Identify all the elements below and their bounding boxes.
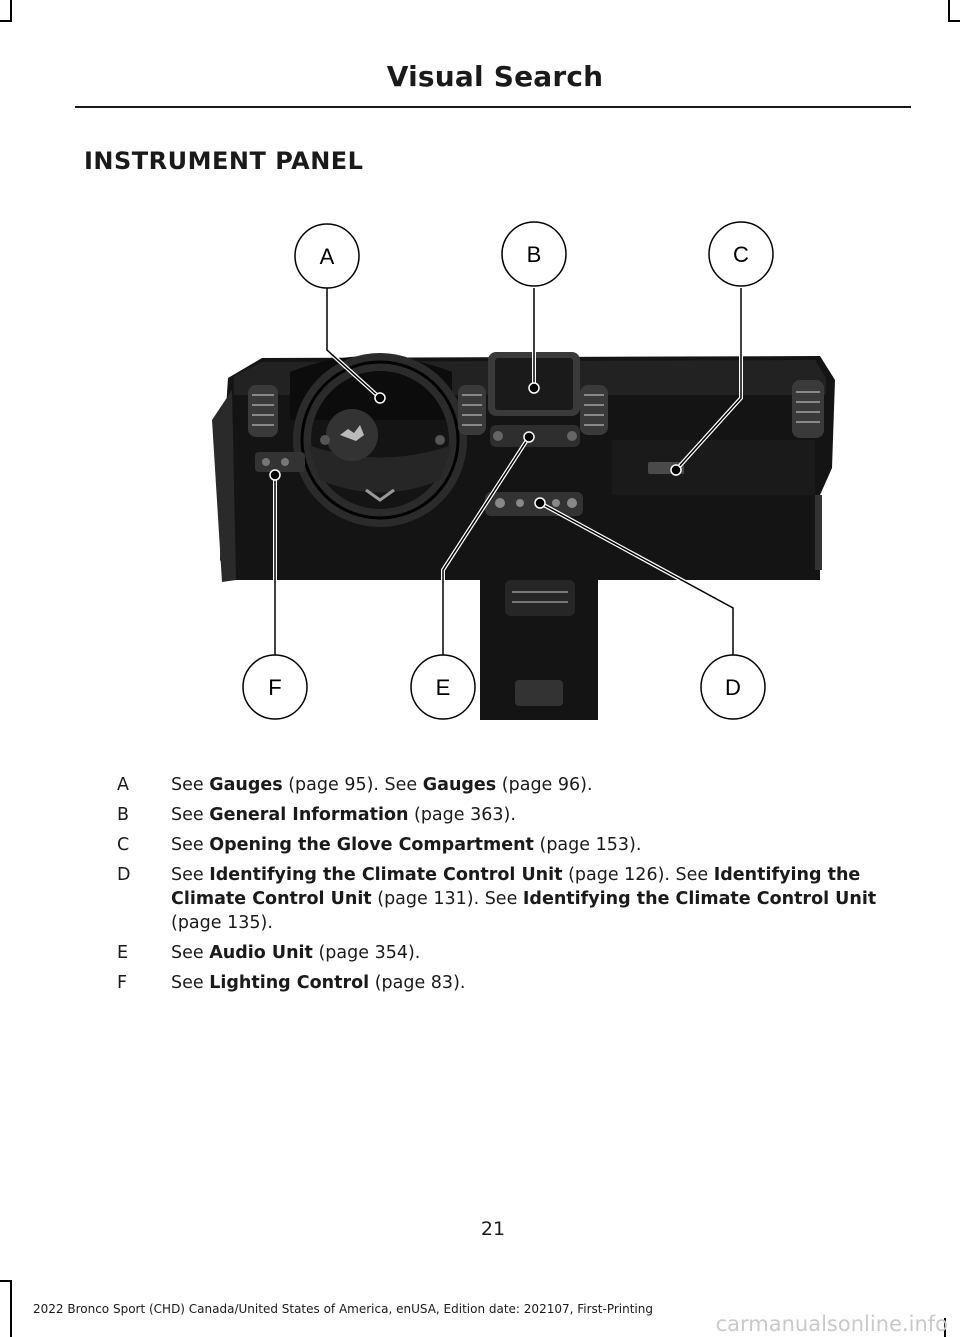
crop-mark — [10, 1280, 12, 1337]
legend-item-c — [117, 833, 917, 857]
legend-text-run: (page 363). — [408, 805, 516, 825]
legend-link-title[interactable]: Identifying the Climate Control Unit — [171, 865, 861, 909]
legend-item-e — [117, 941, 917, 965]
legend-text-run: (page 96). — [496, 775, 593, 795]
legend-text-run: See — [171, 943, 210, 963]
legend-link-title[interactable]: Opening the Glove Compartment — [209, 835, 534, 855]
legend-description — [171, 773, 917, 797]
legend-letter: C — [117, 835, 130, 855]
legend-letter: B — [117, 805, 130, 825]
legend-text-run: See — [171, 805, 210, 825]
legend-text-run: (page 95). See — [282, 775, 423, 795]
legend-text-run: (page 126). See — [562, 865, 714, 885]
crop-mark — [948, 0, 950, 20]
page-header-title: Visual Search — [386, 60, 604, 93]
legend-description — [171, 863, 917, 935]
legend-link-title[interactable]: Audio Unit — [209, 943, 313, 963]
legend-description — [171, 803, 917, 827]
legend-letter: A — [117, 775, 129, 795]
legend-text-run: (page 153). — [533, 835, 642, 855]
legend-link-title[interactable]: Gauges — [209, 775, 283, 795]
header-divider — [75, 106, 911, 108]
legend-text-run: (page 83). — [369, 973, 466, 993]
legend-item-f — [117, 971, 917, 995]
legend-text-run: See — [171, 865, 210, 885]
callout-label-b: B — [526, 242, 542, 267]
crop-mark — [948, 20, 960, 22]
watermark: carmanualsonline.info — [715, 1312, 948, 1336]
page-number: 21 — [480, 1218, 506, 1240]
callout-label-f: F — [268, 675, 282, 700]
legend-letter: E — [117, 943, 129, 963]
legend-text-run: See — [171, 835, 210, 855]
legend-item-a — [117, 773, 917, 797]
legend-item-b — [117, 803, 917, 827]
legend-link-title[interactable]: Identifying the Climate Control Unit — [522, 889, 877, 909]
callout-label-c: C — [733, 242, 749, 267]
section-title: INSTRUMENT PANEL — [84, 147, 364, 175]
legend-link-title[interactable]: General Information — [209, 805, 409, 825]
footer-edition-text: 2022 Bronco Sport (CHD) Canada/United States of America, enUSA, Edition date: 202107, First-Printing — [33, 1302, 653, 1316]
legend-description — [171, 971, 917, 995]
crop-mark — [10, 0, 12, 20]
legend-text-run: (page 135). — [171, 913, 273, 933]
legend-text-run: See — [171, 973, 210, 993]
crop-mark — [0, 1280, 12, 1282]
callout-label-e: E — [435, 675, 451, 700]
legend-letter: D — [117, 865, 131, 885]
legend-link-title[interactable]: Lighting Control — [209, 973, 370, 993]
legend-letter: F — [117, 973, 128, 993]
crop-mark — [0, 20, 12, 22]
callout-legend — [117, 773, 917, 1001]
legend-text-run: See — [171, 775, 210, 795]
legend-link-title[interactable]: Identifying the Climate Control Unit — [209, 865, 563, 885]
legend-link-title[interactable]: Gauges — [422, 775, 497, 795]
callout-label-d: D — [725, 675, 741, 700]
legend-text-run: (page 131). See — [371, 889, 523, 909]
legend-description — [171, 833, 917, 857]
legend-text-run: (page 354). — [312, 943, 421, 963]
legend-item-d — [117, 863, 917, 935]
legend-description — [171, 941, 917, 965]
instrument-panel-figure — [0, 200, 960, 730]
callout-label-a: A — [319, 244, 335, 269]
